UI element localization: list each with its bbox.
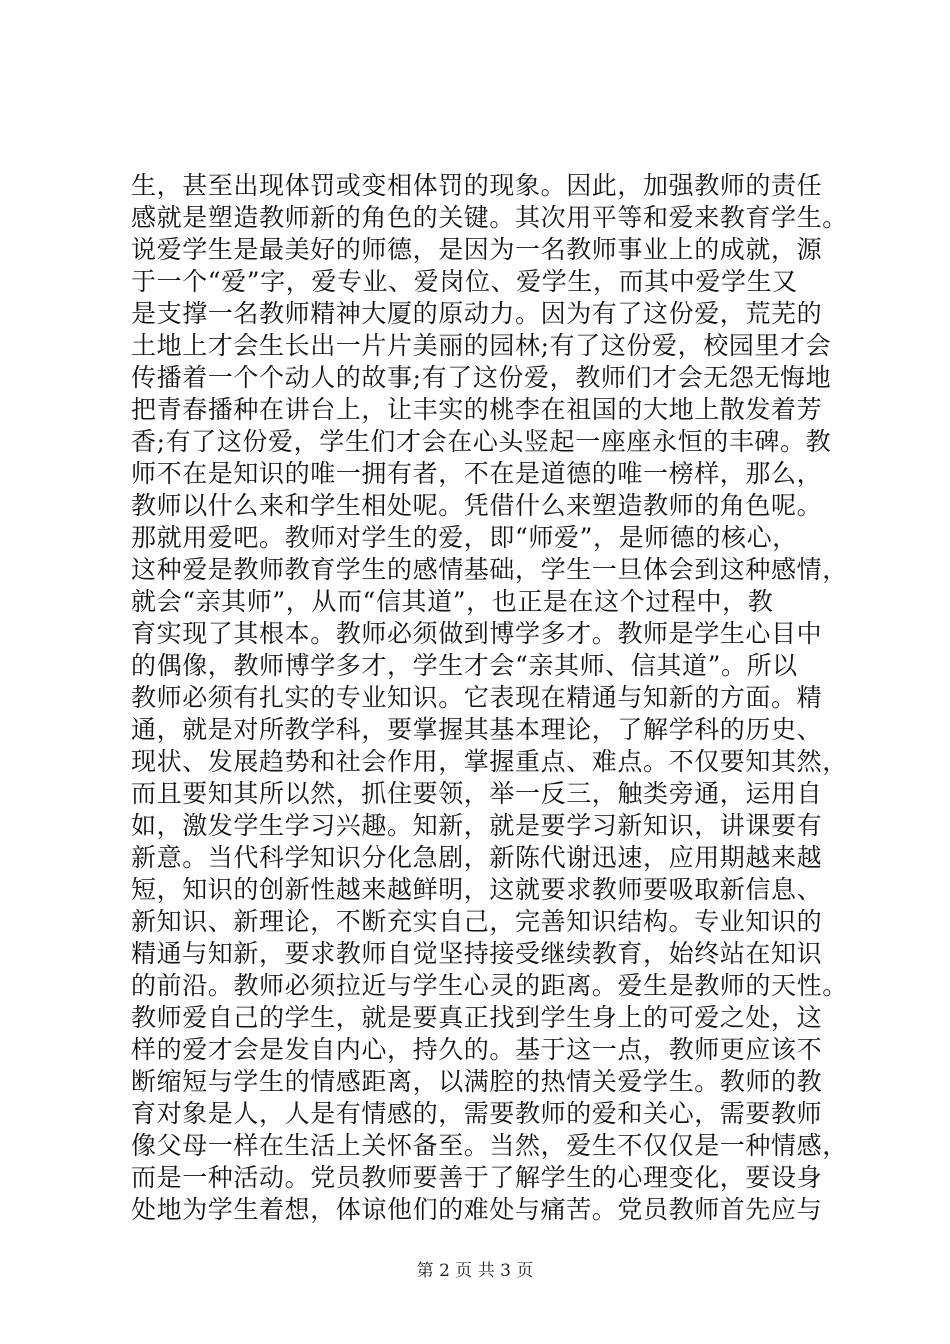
text-line: 传播着一个个动人的故事;有了这份爱，教师们才会无怨无悔地 — [131, 363, 832, 392]
text-line: 像父母一样在生活上关怀备至。当然，爱生不仅仅是一种情感， — [131, 1131, 848, 1160]
body-text — [131, 170, 848, 1226]
page-number-footer: 第 2 页 共 3 页 — [416, 1261, 534, 1281]
text-line: 就会“亲其师”，从而“信其道”，也正是在这个过程中，教 — [131, 587, 774, 616]
text-line: 这种爱是教师教育学生的感情基础，学生一旦体会到这种感情， — [131, 555, 848, 584]
text-line: 而且要知其所以然，抓住要领，举一反三，触类旁通，运用自 — [131, 779, 823, 808]
text-line: 新意。当代科学知识分化急剧，新陈代谢迅速，应用期越来越 — [131, 843, 823, 872]
text-line: 如，激发学生学习兴趣。知新，就是要学习新知识，讲课要有 — [131, 811, 823, 840]
text-line: 新知识、新理论，不断充实自己，完善知识结构。专业知识的 — [131, 907, 823, 936]
text-line: 通，就是对所教学科，要掌握其基本理论，了解学科的历史、 — [131, 715, 823, 744]
text-line: 育实现了其根本。教师必须做到博学多才。教师是学生心目中 — [131, 619, 823, 648]
text-line: 而是一种活动。党员教师要善于了解学生的心理变化，要设身 — [131, 1163, 823, 1192]
text-line: 是支撑一名教师精神大厦的原动力。因为有了这份爱，荒芜的 — [131, 299, 823, 328]
text-line: 处地为学生着想，体谅他们的难处与痛苦。党员教师首先应与 — [131, 1195, 823, 1224]
text-line: 香;有了这份爱，学生们才会在心头竖起一座座永恒的丰碑。教 — [131, 427, 832, 456]
text-line: 的前沿。教师必须拉近与学生心灵的距离。爱生是教师的天性。 — [131, 971, 848, 1000]
text-line: 说爱学生是最美好的师德，是因为一名教师事业上的成就，源 — [131, 235, 823, 264]
text-line: 土地上才会生长出一片片美丽的园林;有了这份爱，校园里才会 — [131, 331, 832, 360]
text-line: 育对象是人，人是有情感的，需要教师的爱和关心，需要教师 — [131, 1099, 823, 1128]
text-line: 生，甚至出现体罚或变相体罚的现象。因此，加强教师的责任 — [131, 171, 823, 200]
text-line: 感就是塑造教师新的角色的关键。其次用平等和爱来教育学生。 — [131, 203, 848, 232]
text-line: 那就用爱吧。教师对学生的爱，即“师爱”，是师德的核心， — [131, 523, 798, 552]
text-line: 断缩短与学生的情感距离，以满腔的热情关爱学生。教师的教 — [131, 1067, 823, 1096]
text-line: 样的爱才会是发自内心，持久的。基于这一点，教师更应该不 — [131, 1035, 823, 1064]
text-line: 教师以什么来和学生相处呢。凭借什么来塑造教师的角色呢。 — [131, 491, 823, 520]
text-line: 于一个“爱”字，爱专业、爱岗位、爱学生，而其中爱学生又 — [131, 267, 798, 296]
text-line: 的偶像，教师博学多才，学生才会“亲其师、信其道”。所以 — [131, 651, 798, 680]
text-line: 精通与知新，要求教师自觉坚持接受继续教育，始终站在知识 — [131, 939, 823, 968]
text-line: 短，知识的创新性越来越鲜明，这就要求教师要吸取新信息、 — [131, 875, 823, 904]
text-line: 把青春播种在讲台上，让丰实的桃李在祖国的大地上散发着芳 — [131, 395, 823, 424]
text-line: 师不在是知识的唯一拥有者，不在是道德的唯一榜样，那么， — [131, 459, 823, 488]
text-line: 现状、发展趋势和社会作用，掌握重点、难点。不仅要知其然， — [131, 747, 848, 776]
text-line: 教师必须有扎实的专业知识。它表现在精通与知新的方面。精 — [131, 683, 823, 712]
text-line: 教师爱自己的学生，就是要真正找到学生身上的可爱之处，这 — [131, 1003, 823, 1032]
